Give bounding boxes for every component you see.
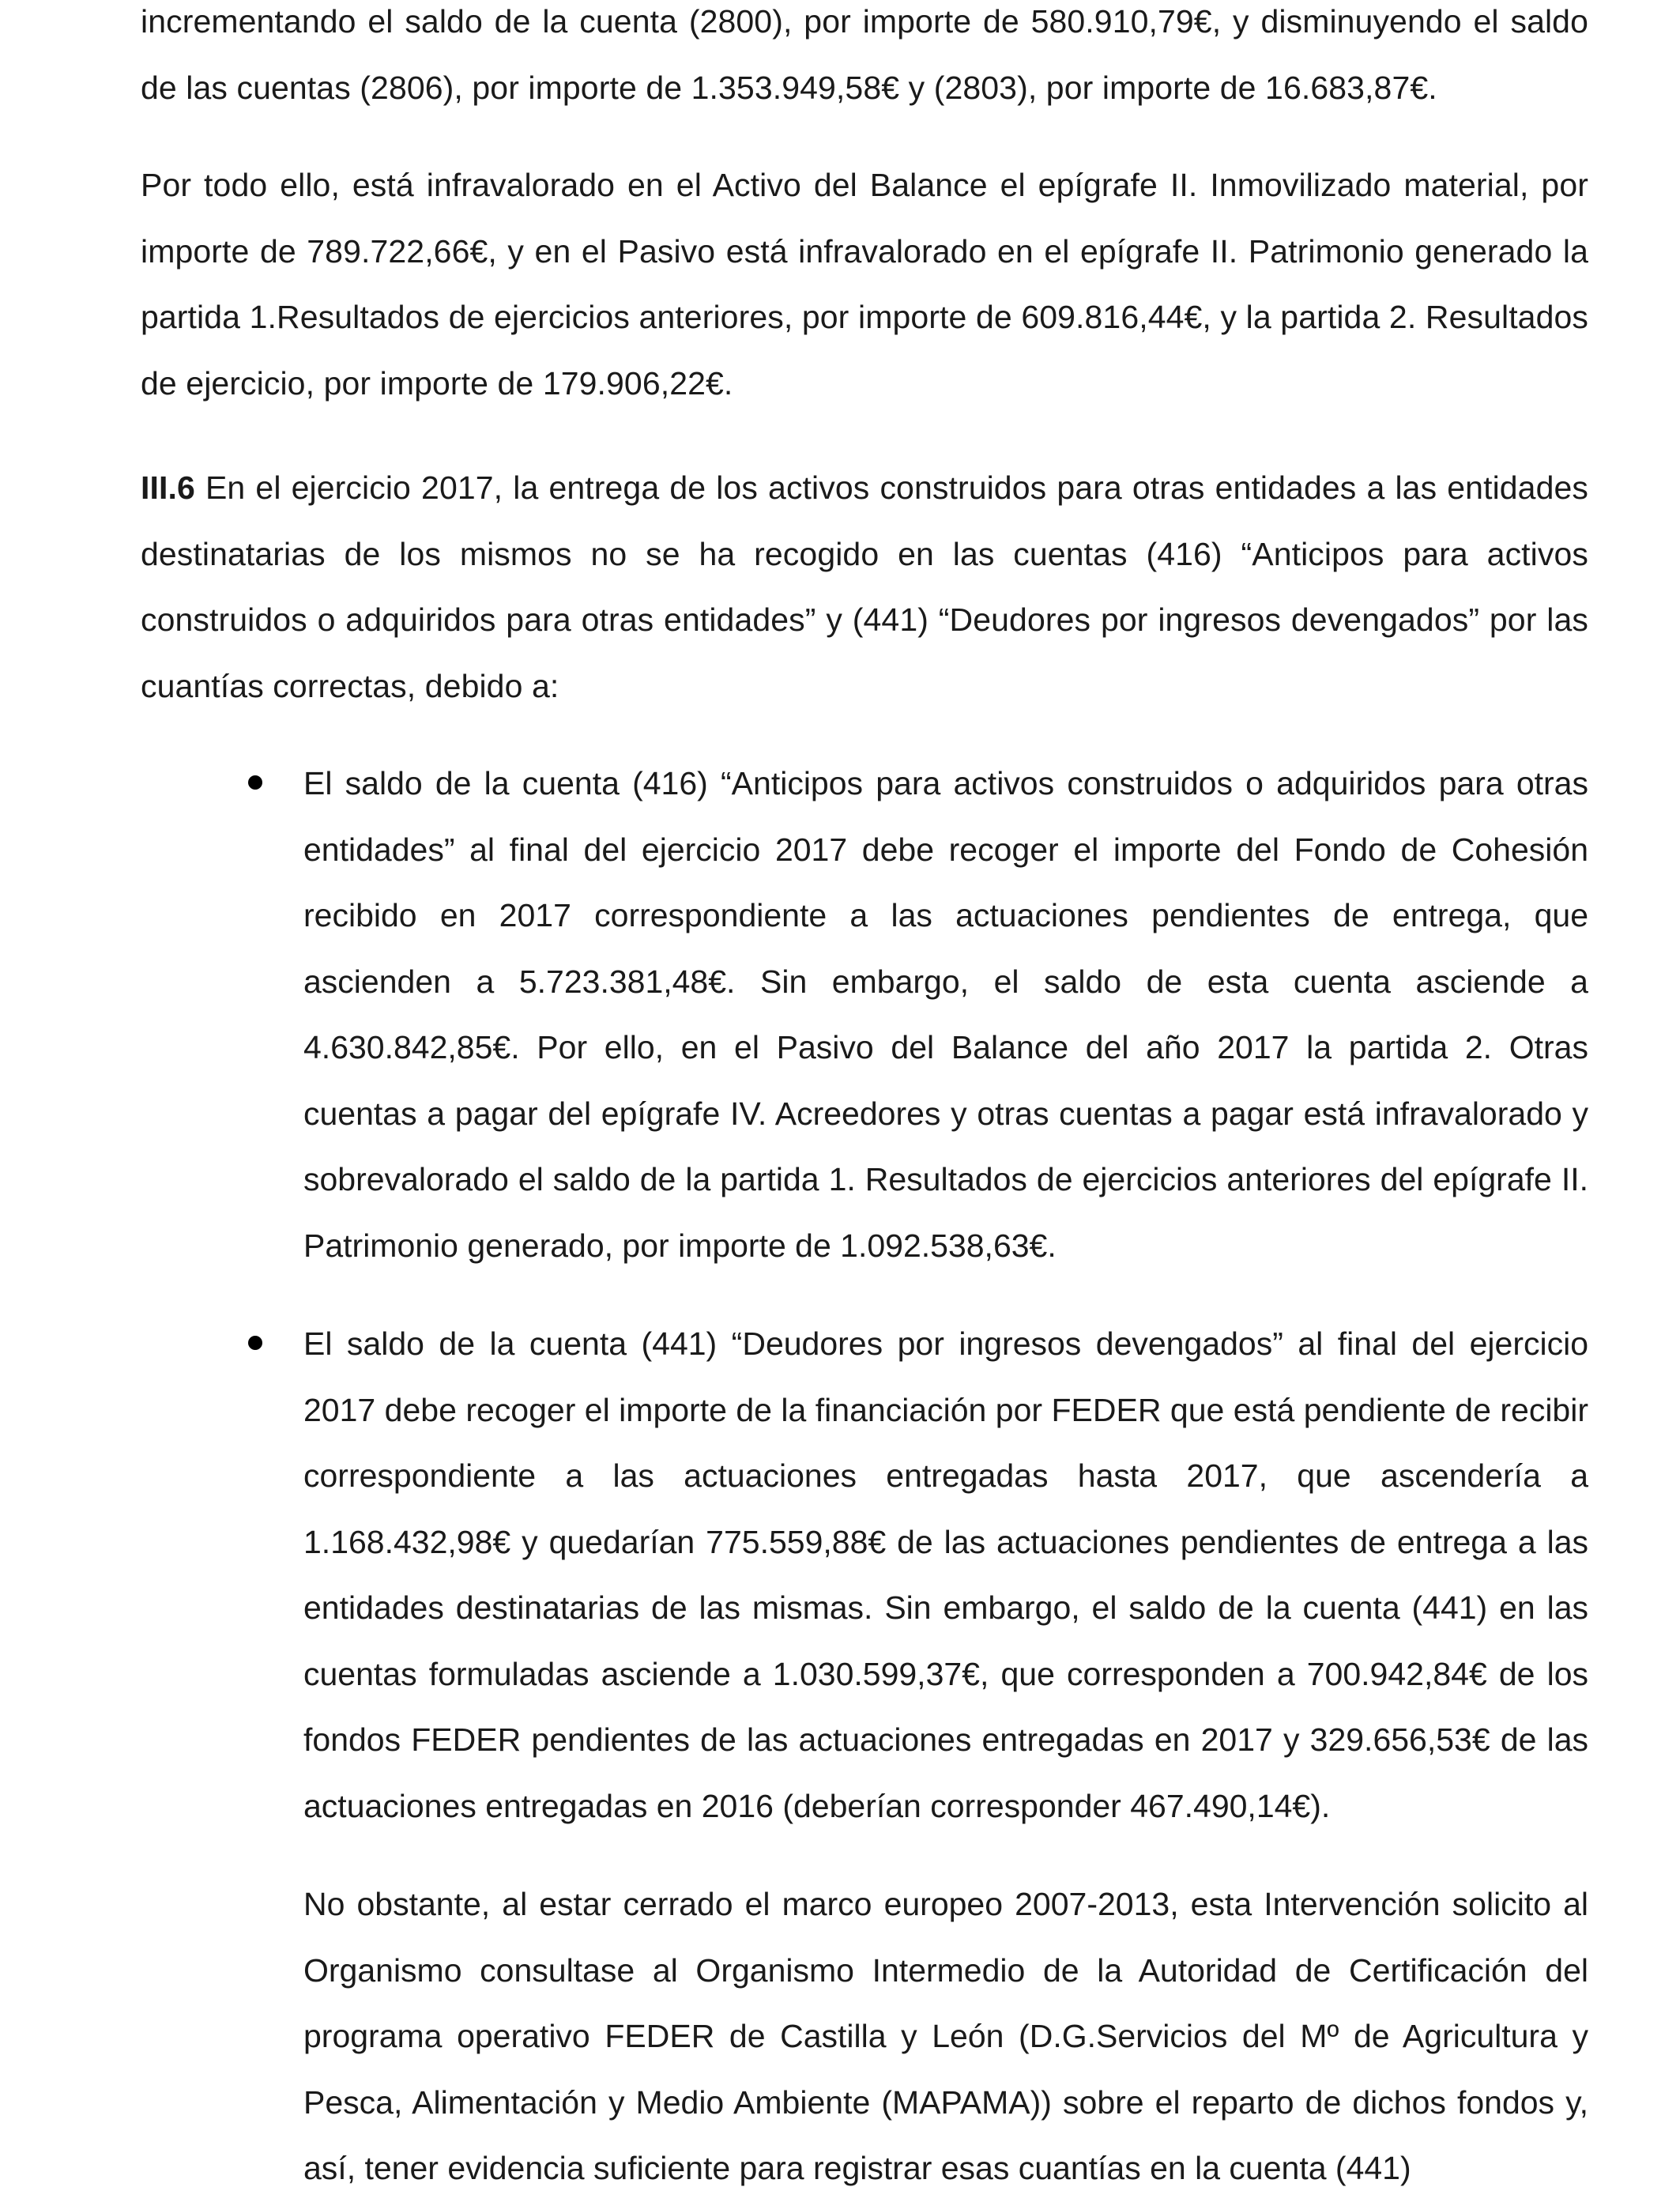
paragraph-text: No obstante, al estar cerrado el marco europeo 2007-2013, esta Intervención solicito al Organismo consultase al Organismo Intermedio de la Autoridad de Certificación del programa operativo FEDER de Castilla y León (D.G.Servicios del Mº de Agricultura y Pesca, Alimentación y Medio Ambiente (MAPAMA)) sobre el reparto de dichos fondos y, así, tener evidencia suficiente para registrar esas cuantías en la cuenta (441) [303, 1886, 1588, 2186]
bullet-text: El saldo de la cuenta (416) “Anticipos para activos construidos o adquiridos para otras entidades” al final del ejercicio 2017 debe recoger el importe del Fondo de Cohesión recibido en 2017 correspondiente a las actuaciones pendientes de entrega, que ascienden a 5.723.381,48€. Sin embargo, el saldo de esta cuenta asciende a 4.630.842,85€. Por ello, en el Pasivo del Balance del año 2017 la partida 2. Otras cuentas a pagar del epígrafe IV. Acreedores y otras cuentas a pagar está infravalorado y sobrevalorado el saldo de la partida 1. Resultados de ejercicios anteriores del epígrafe II. Patrimonio generado, por importe de 1.092.538,63€. [303, 765, 1588, 1264]
paragraph-continuation [303, 1872, 1588, 2202]
paragraph-account-balances [141, 0, 1588, 121]
bullet-item-account-441 [303, 1311, 1588, 1839]
bullet-text: El saldo de la cuenta (441) “Deudores por ingresos devengados” al final del ejercicio 2017 debe recoger el importe de la financiación por FEDER que está pendiente de recibir correspondiente a las actuaciones entregadas hasta 2017, que ascendería a 1.168.432,98€ y quedarían 775.559,88€ de las actuaciones pendientes de entrega a las entidades destinatarias de las mismas. Sin embargo, el saldo de la cuenta (441) en las cuentas formuladas asciende a 1.030.599,37€, que corresponden a 700.942,84€ de los fondos FEDER pendientes de las actuaciones entregadas en 2017 y 329.656,53€ de las actuaciones entregadas en 2016 (deberían corresponder 467.490,14€). [303, 1325, 1588, 1824]
section-number: III.6 [141, 469, 195, 506]
paragraph-section-iii-6 [141, 455, 1588, 719]
paragraph-text: incrementando el saldo de la cuenta (2800), por importe de 580.910,79€, y disminuyendo el saldo de las cuentas (2806), por importe de 1.353.949,58€ y (2803), por importe de 16.683,87€. [141, 3, 1588, 106]
bullet-item-account-416 [303, 751, 1588, 1279]
paragraph-text: Por todo ello, está infravalorado en el Activo del Balance el epígrafe II. Inmovilizado material, por importe de 789.722,66€, y en el Pasivo está infravalorado en el epígrafe II. Patrimonio generado la partida 1.Resultados de ejercicios anteriores, por importe de 609.816,44€, y la partida 2. Resultados de ejercicio, por importe de 179.906,22€. [141, 167, 1588, 402]
bullet-icon [248, 775, 262, 790]
bullet-icon [248, 1336, 262, 1350]
paragraph-undervaluation [141, 153, 1588, 417]
paragraph-text: En el ejercicio 2017, la entrega de los activos construidos para otras entidades a las entidades destinatarias de los mismos no se ha recogido en las cuentas (416) “Anticipos para activos construidos o adquiridos para otras entidades” y (441) “Deudores por ingresos devengados” por las cuantías correctas, debido a: [141, 469, 1588, 704]
